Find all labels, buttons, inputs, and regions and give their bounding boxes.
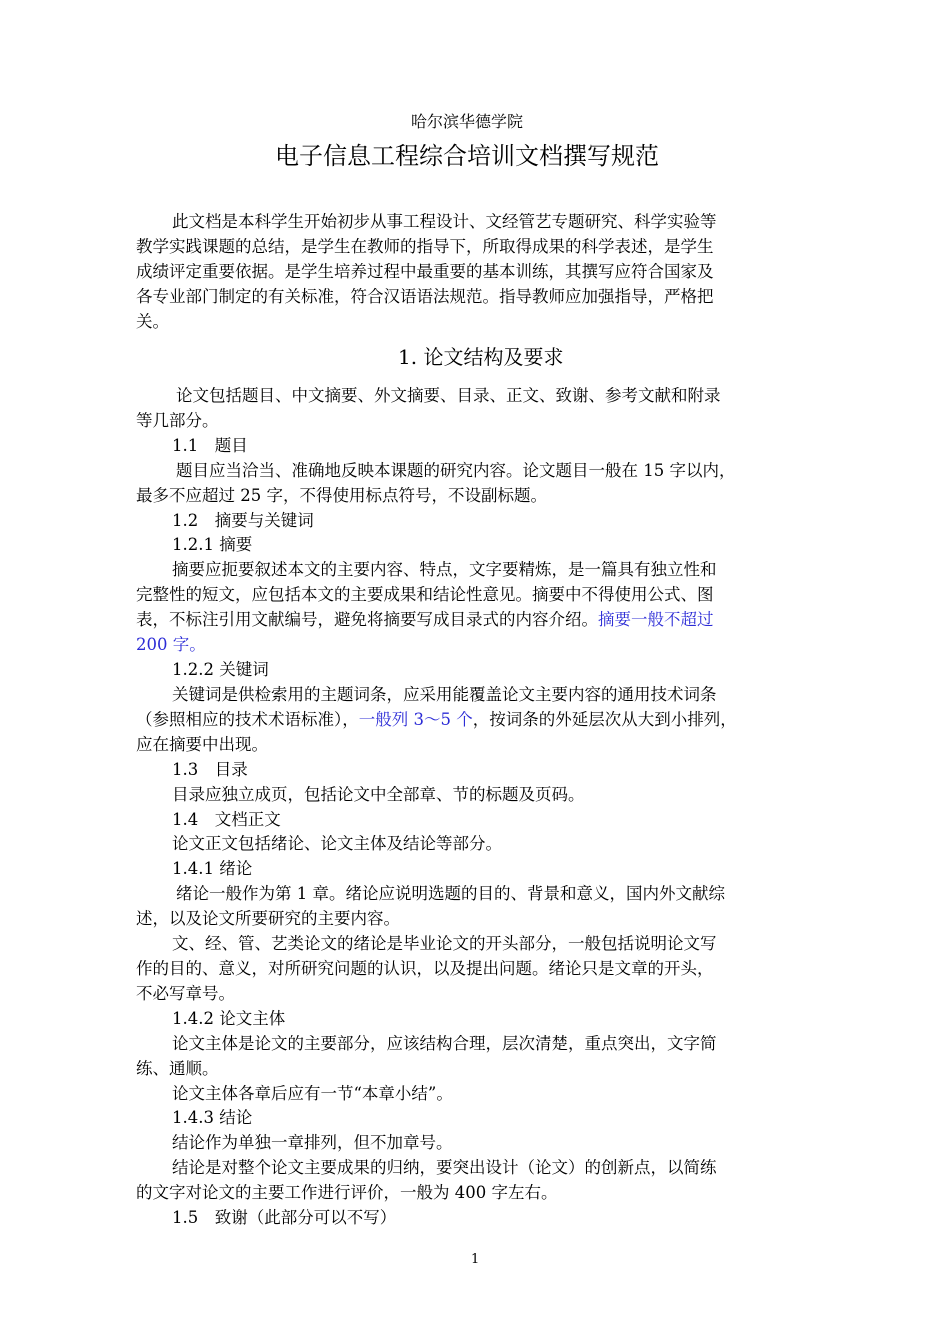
- paragraph-line: 目录应独立成页，包括论文中全部章、节的标题及页码。: [172, 785, 585, 804]
- highlighted-text: 摘要一般不超过: [598, 610, 714, 629]
- heading-1-4-3: 1.4.3 结论: [172, 1108, 253, 1127]
- highlighted-text: 一般列 3～5 个: [358, 710, 473, 729]
- intro-line: 此文档是本科学生开始初步从事工程设计、文经管艺专题研究、科学实验等: [172, 212, 717, 231]
- paragraph-line: 论文包括题目、中文摘要、外文摘要、目录、正文、致谢、参考文献和附录: [176, 386, 721, 405]
- paragraph-line: 论文正文包括绪论、论文主体及结论等部分。: [172, 834, 502, 853]
- paragraph-line: 绪论一般作为第 1 章。绪论应说明选题的目的、背景和意义，国内外文献综: [176, 884, 725, 903]
- paragraph-text: （参照相应的技术术语标准），: [136, 710, 359, 729]
- page-number: 1: [471, 1252, 480, 1267]
- paragraph-line: 论文主体各章后应有一节“本章小结”。: [172, 1084, 453, 1103]
- heading-1-2: 1.2 摘要与关键词: [172, 511, 314, 530]
- heading-1-4: 1.4 文档正文: [172, 810, 281, 829]
- paragraph-line: 题目应当洽当、准确地反映本课题的研究内容。论文题目一般在 15 字以内，: [176, 461, 736, 480]
- paragraph-line: [136, 610, 714, 630]
- heading-1-3: 1.3 目录: [172, 760, 248, 779]
- paragraph-text: ，按词条的外延层次从大到小排列，: [472, 710, 737, 729]
- paragraph-line: 练、通顺。: [136, 1059, 219, 1078]
- paragraph-line: 结论作为单独一章排列，但不加章号。: [172, 1133, 453, 1152]
- heading-1-2-1: 1.2.1 摘要: [172, 535, 253, 554]
- paragraph-line: 完整性的短文，应包括本文的主要成果和结论性意见。摘要中不得使用公式、图: [136, 585, 714, 604]
- paragraph-line: 不必写章号。: [136, 984, 235, 1003]
- section-title: 1. 论文结构及要求: [398, 345, 564, 369]
- paragraph-line: 作的目的、意义，对所研究问题的认识，以及提出问题。绪论只是文章的开头，: [136, 959, 714, 978]
- paragraph-line: 文、经、管、艺类论文的绪论是毕业论文的开头部分，一般包括说明论文写: [172, 934, 717, 953]
- paragraph-line: 论文主体是论文的主要部分，应该结构合理，层次清楚，重点突出，文字简: [172, 1034, 717, 1053]
- paragraph-text: 表，不标注引用文献编号，避免将摘要写成目录式的内容介绍。: [136, 610, 598, 629]
- intro-line: 成绩评定重要依据。是学生培养过程中最重要的基本训练，其撰写应符合国家及: [136, 262, 714, 281]
- paragraph-line: 述，以及论文所要研究的主要内容。: [136, 909, 400, 928]
- paragraph-line: [136, 710, 737, 730]
- paragraph-line: 应在摘要中出现。: [136, 735, 268, 754]
- heading-1-5: 1.5 致谢（此部分可以不写）: [172, 1208, 397, 1227]
- paragraph-line: 的文字对论文的主要工作进行评价，一般为 400 字左右。: [136, 1183, 558, 1202]
- paragraph-line: 等几部分。: [136, 411, 219, 430]
- heading-1-2-2: 1.2.2 关键词: [172, 660, 269, 679]
- school-name: 哈尔滨华德学院: [411, 112, 524, 131]
- heading-1-4-2: 1.4.2 论文主体: [172, 1009, 286, 1028]
- intro-line: 教学实践课题的总结，是学生在教师的指导下，所取得成果的科学表述，是学生: [136, 237, 714, 256]
- intro-line: 关。: [136, 312, 169, 331]
- document-title: 电子信息工程综合培训文档撰写规范: [275, 142, 659, 170]
- paragraph-line: 摘要应扼要叙述本文的主要内容、特点，文字要精炼，是一篇具有独立性和: [172, 560, 717, 579]
- heading-1-4-1: 1.4.1 绪论: [172, 859, 253, 878]
- heading-1-1: 1.1 题目: [172, 436, 248, 455]
- paragraph-line: 结论是对整个论文主要成果的归纳，要突出设计（论文）的创新点，以简练: [172, 1158, 717, 1177]
- paragraph-line: 最多不应超过 25 字，不得使用标点符号，不设副标题。: [136, 486, 547, 505]
- paragraph-line: 关键词是供检索用的主题词条，应采用能覆盖论文主要内容的通用技术词条: [172, 685, 717, 704]
- highlighted-text: 200 字。: [136, 635, 206, 654]
- intro-line: 各专业部门制定的有关标准，符合汉语语法规范。指导教师应加强指导，严格把: [136, 287, 714, 306]
